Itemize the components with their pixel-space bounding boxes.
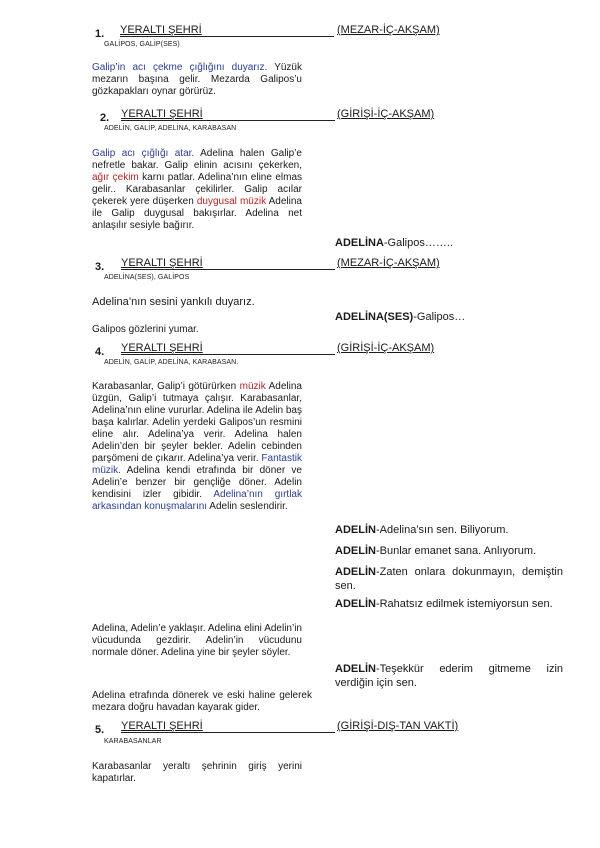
scene-time: (GİRİŞİ-İÇ-AKŞAM)	[337, 342, 435, 354]
dialogue-speaker: ADELİN	[335, 524, 376, 536]
scene-location: YERALTI ŞEHRİ	[120, 24, 334, 37]
dialogue-text: -Bunlar emanet sana. Anlıyorum.	[375, 545, 537, 557]
scene-heading-3	[95, 257, 515, 275]
dialogue-speaker: ADELİNA	[335, 237, 384, 249]
action-text-part: Yüzük mezarın başına gelir. Mezarda Galipos’u gözkapakları oynar görürüz.	[92, 62, 302, 97]
dialogue-text: -Galipos…	[413, 311, 466, 323]
dialogue-line	[335, 236, 563, 250]
dialogue-speaker: ADELİN	[335, 598, 376, 610]
scene-heading-4	[95, 342, 515, 360]
scene-time: (MEZAR-İÇ-AKŞAM)	[337, 257, 440, 269]
scene-characters: ADELİNA(SES), GALİPOS	[104, 274, 190, 281]
action-text: Adelina etrafında dönerek ve eski haline gelerek mezara doğru havadan kayarak gider.	[92, 690, 312, 713]
scene-time: (MEZAR-İÇ-AKŞAM)	[337, 24, 440, 36]
scene-location: YERALTI ŞEHRİ	[121, 342, 335, 355]
action-text: Adelina’nın sesini yankılı duyarız.	[92, 296, 255, 308]
dialogue-speaker: ADELİNA(SES)	[335, 311, 414, 323]
music-note: müzik	[239, 381, 266, 392]
dialogue-speaker: ADELİN	[335, 663, 376, 675]
action-text: Galipos gözlerini yumar.	[92, 324, 199, 335]
scene-number: 4.	[95, 346, 105, 358]
action-sound: Galip’in acı çekme çığlığını duyarız.	[92, 62, 268, 73]
voice-note: Adelina’nın gırtlak arkasından konuşmalarını	[92, 489, 302, 512]
scene-characters: GALİPOS, GALİP(SES)	[104, 41, 180, 48]
scene-characters: ADELİN, GALİP, ADELİNA, KARABASAN	[104, 125, 237, 132]
scene-characters: KARABASANLAR	[104, 738, 162, 745]
dialogue-line	[335, 544, 563, 558]
direction-note: ağır çekim	[92, 172, 139, 183]
scene-number: 1.	[95, 28, 105, 40]
dialogue-text: -Teşekkür ederim gitmeme izin verdiğin için sen.	[335, 663, 563, 689]
scene-location: YERALTI ŞEHRİ	[121, 720, 335, 733]
dialogue-line	[335, 662, 563, 690]
dialogue-line	[335, 523, 563, 537]
music-note: Fantastik müzik.	[92, 453, 302, 476]
action-text: Karabasanlar yeraltı şehrinin giriş yerini kapatırlar.	[92, 761, 302, 784]
scene-number: 3.	[95, 261, 105, 273]
scene-location: YERALTI ŞEHRİ	[121, 257, 335, 270]
scene-time: (GİRİŞİ-İÇ-AKŞAM)	[337, 108, 435, 120]
scene-location: YERALTI ŞEHRİ	[121, 108, 335, 121]
scene-number: 2.	[100, 112, 110, 124]
music-note: duygusal müzik	[196, 196, 267, 207]
dialogue-text: -Rahatsız edilmek istemiyorsun sen.	[375, 598, 553, 610]
action-text: Karabasanlar, Galip’i götürürken müzik Adelina üzgün, Galip’i tutmaya çalışır. Karabasanlar, Adelina’nın eline vururlar. Adelina ile Adelin baş başa kalırlar. Adelin yerdeki Galipos’un resmini eline alır. Adelina’ya verir. Adelina halen Adelin’den bir şeyler bekler. Adelin cebinden parşömeni de çıkarır. Adelina’ya verir. Fantastik müzik. Adelina kendi etrafında bir döner ve Adelin’e benzer bir gençliğe döner. Adelin kendisini izler gibidir. Adelina’nın gırtlak arkasından konuşmalarını Adelin seslendirir.	[92, 381, 302, 512]
scene-heading-5	[95, 720, 515, 738]
dialogue-text: -Adelina’sın sen. Biliyorum.	[375, 524, 509, 536]
dialogue-speaker: ADELİN	[335, 545, 376, 557]
scene-heading-2	[100, 108, 520, 126]
action-text: Galip acı çığlığı atar. Adelina halen Galip’e nefretle bakar. Galip elinin acısını çekerken, ağır çekim karnı patlar. Adelina’nın eline elmas gelir.. Karabasanlar çekilirler. Galip acılar çekerek yere düşerken duygusal müzik Adelina ile Galip duygusal bakışırlar. Adelina net anlaşılır sesiyle bağırır.	[92, 148, 303, 231]
scene-characters: ADELİN, GALİP, ADELİNA, KARABASAN.	[104, 359, 239, 366]
dialogue-line	[335, 310, 563, 324]
action-text: Adelina, Adelin’e yaklaşır. Adelina elini Adelin’in vücudunda gezdirir. Adelin’in vücudunu normale döner. Adelina yine bir şeyler söyler.	[92, 623, 302, 658]
dialogue-text: -Galipos……..	[383, 237, 453, 249]
dialogue-line	[335, 565, 563, 593]
dialogue-speaker: ADELİN	[335, 566, 376, 578]
scene-time: (GİRİŞİ-DIŞ-TAN VAKTİ)	[337, 720, 459, 732]
dialogue-text: -Zaten onlara dokunmayın, demiştin sen.	[335, 566, 563, 592]
dialogue-line	[335, 597, 563, 611]
scene-number: 5.	[95, 724, 105, 736]
action-sound: Galip acı çığlığı atar.	[92, 148, 195, 159]
scene-heading-1	[95, 24, 515, 42]
action-text	[92, 62, 302, 98]
